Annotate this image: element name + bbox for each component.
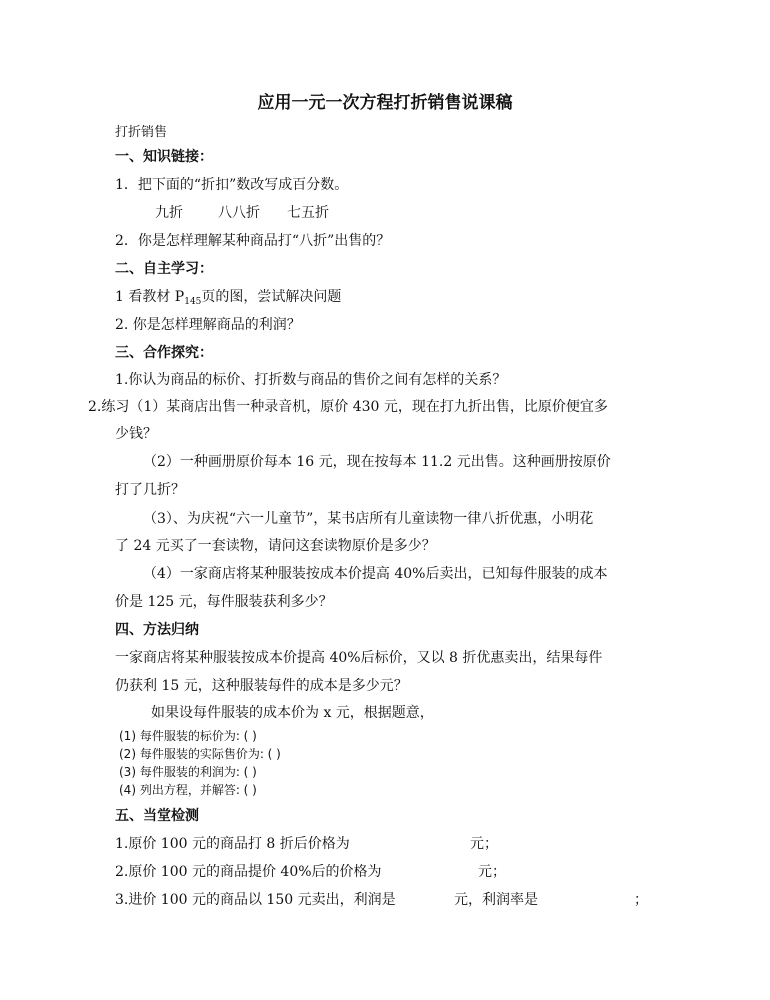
s5-question-3-end: ； xyxy=(634,892,648,908)
s3-practice-4-line-2: 价是 125 元，每件服装获利多少？ xyxy=(115,594,333,610)
section-4-heading: 四、方法归纳 xyxy=(115,622,199,638)
subtitle: 打折销售 xyxy=(115,125,168,140)
s5-question-1: 1.原价 100 元的商品打 8 折后价格为 xyxy=(115,836,350,852)
s4-problem-line-1: 一家商店将某种服装按成本价提高 40%后标价，又以 8 折优惠卖出，结果每件 xyxy=(115,650,603,666)
s5-question-1-unit: 元； xyxy=(470,836,498,852)
s4-problem-line-2: 仍获利 15 元，这种服装每件的成本是多少元？ xyxy=(115,678,408,694)
section-1-heading: 一、知识链接： xyxy=(115,149,213,165)
s3-question-1: 1.你认为商品的标价、打折数与商品的售价之间有怎样的关系？ xyxy=(115,372,507,388)
s3-practice-4-line-1: （4）一家商店将某种服装按成本价提高 40%后卖出，已知每件服装的成本 xyxy=(143,566,608,582)
s4-step-2: (2) 每件服装的实际售价为: ( ) xyxy=(119,747,281,761)
s3-practice-1-line-2: 少钱？ xyxy=(115,426,157,442)
section-5-heading: 五、当堂检测 xyxy=(115,808,199,824)
s4-step-4: (4) 列出方程，并解答: ( ) xyxy=(119,783,257,797)
s1-item-3: 七五折 xyxy=(287,205,329,221)
s2-question-2: 2. 你是怎样理解商品的利润？ xyxy=(115,317,301,333)
s5-question-2-unit: 元； xyxy=(478,864,506,880)
section-3-heading: 三、合作探究： xyxy=(115,345,213,361)
s1-item-1: 九折 xyxy=(155,205,183,221)
s3-practice-2-line-2: 打了几折？ xyxy=(115,482,185,498)
s5-question-2: 2.原价 100 元的商品提价 40%后的价格为 xyxy=(115,864,382,880)
s4-setup: 如果设每件服装的成本价为 x 元，根据题意， xyxy=(151,705,434,721)
page-title: 应用一元一次方程打折销售说课稿 xyxy=(257,93,513,113)
s1-question-2: 2．你是怎样理解某种商品打“八折”出售的？ xyxy=(115,233,391,249)
s3-practice-3-line-2: 了 24 元买了一套读物，请问这套读物原价是多少？ xyxy=(115,538,436,554)
s3-practice-1-line-1: 2.练习（1）某商店出售一种录音机，原价 430 元，现在打九折出售，比原价便宜多 xyxy=(88,399,608,415)
s2-question-1: 1 看教材 $P_{145}$页的图，尝试解决问题 xyxy=(115,289,342,307)
s5-question-3: 3.进价 100 元的商品以 150 元卖出，利润是 xyxy=(115,892,396,908)
s1-item-2: 八八折 xyxy=(218,205,260,221)
s4-step-1: (1) 每件服装的标价为: ( ) xyxy=(119,729,257,743)
s1-question-1: 1．把下面的“折扣”数改写成百分数。 xyxy=(115,177,349,193)
s4-step-3: (3) 每件服装的利润为: ( ) xyxy=(119,765,257,779)
s3-practice-2-line-1: （2）一种画册原价每本 16 元，现在按每本 11.2 元出售。这种画册按原价 xyxy=(143,454,611,470)
s5-question-3-mid: 元，利润率是 xyxy=(454,892,538,908)
s3-practice-3-line-1: （3）、为庆祝“六一儿童节”，某书店所有儿童读物一律八折优惠，小明花 xyxy=(143,511,594,527)
section-2-heading: 二、自主学习： xyxy=(115,261,213,277)
